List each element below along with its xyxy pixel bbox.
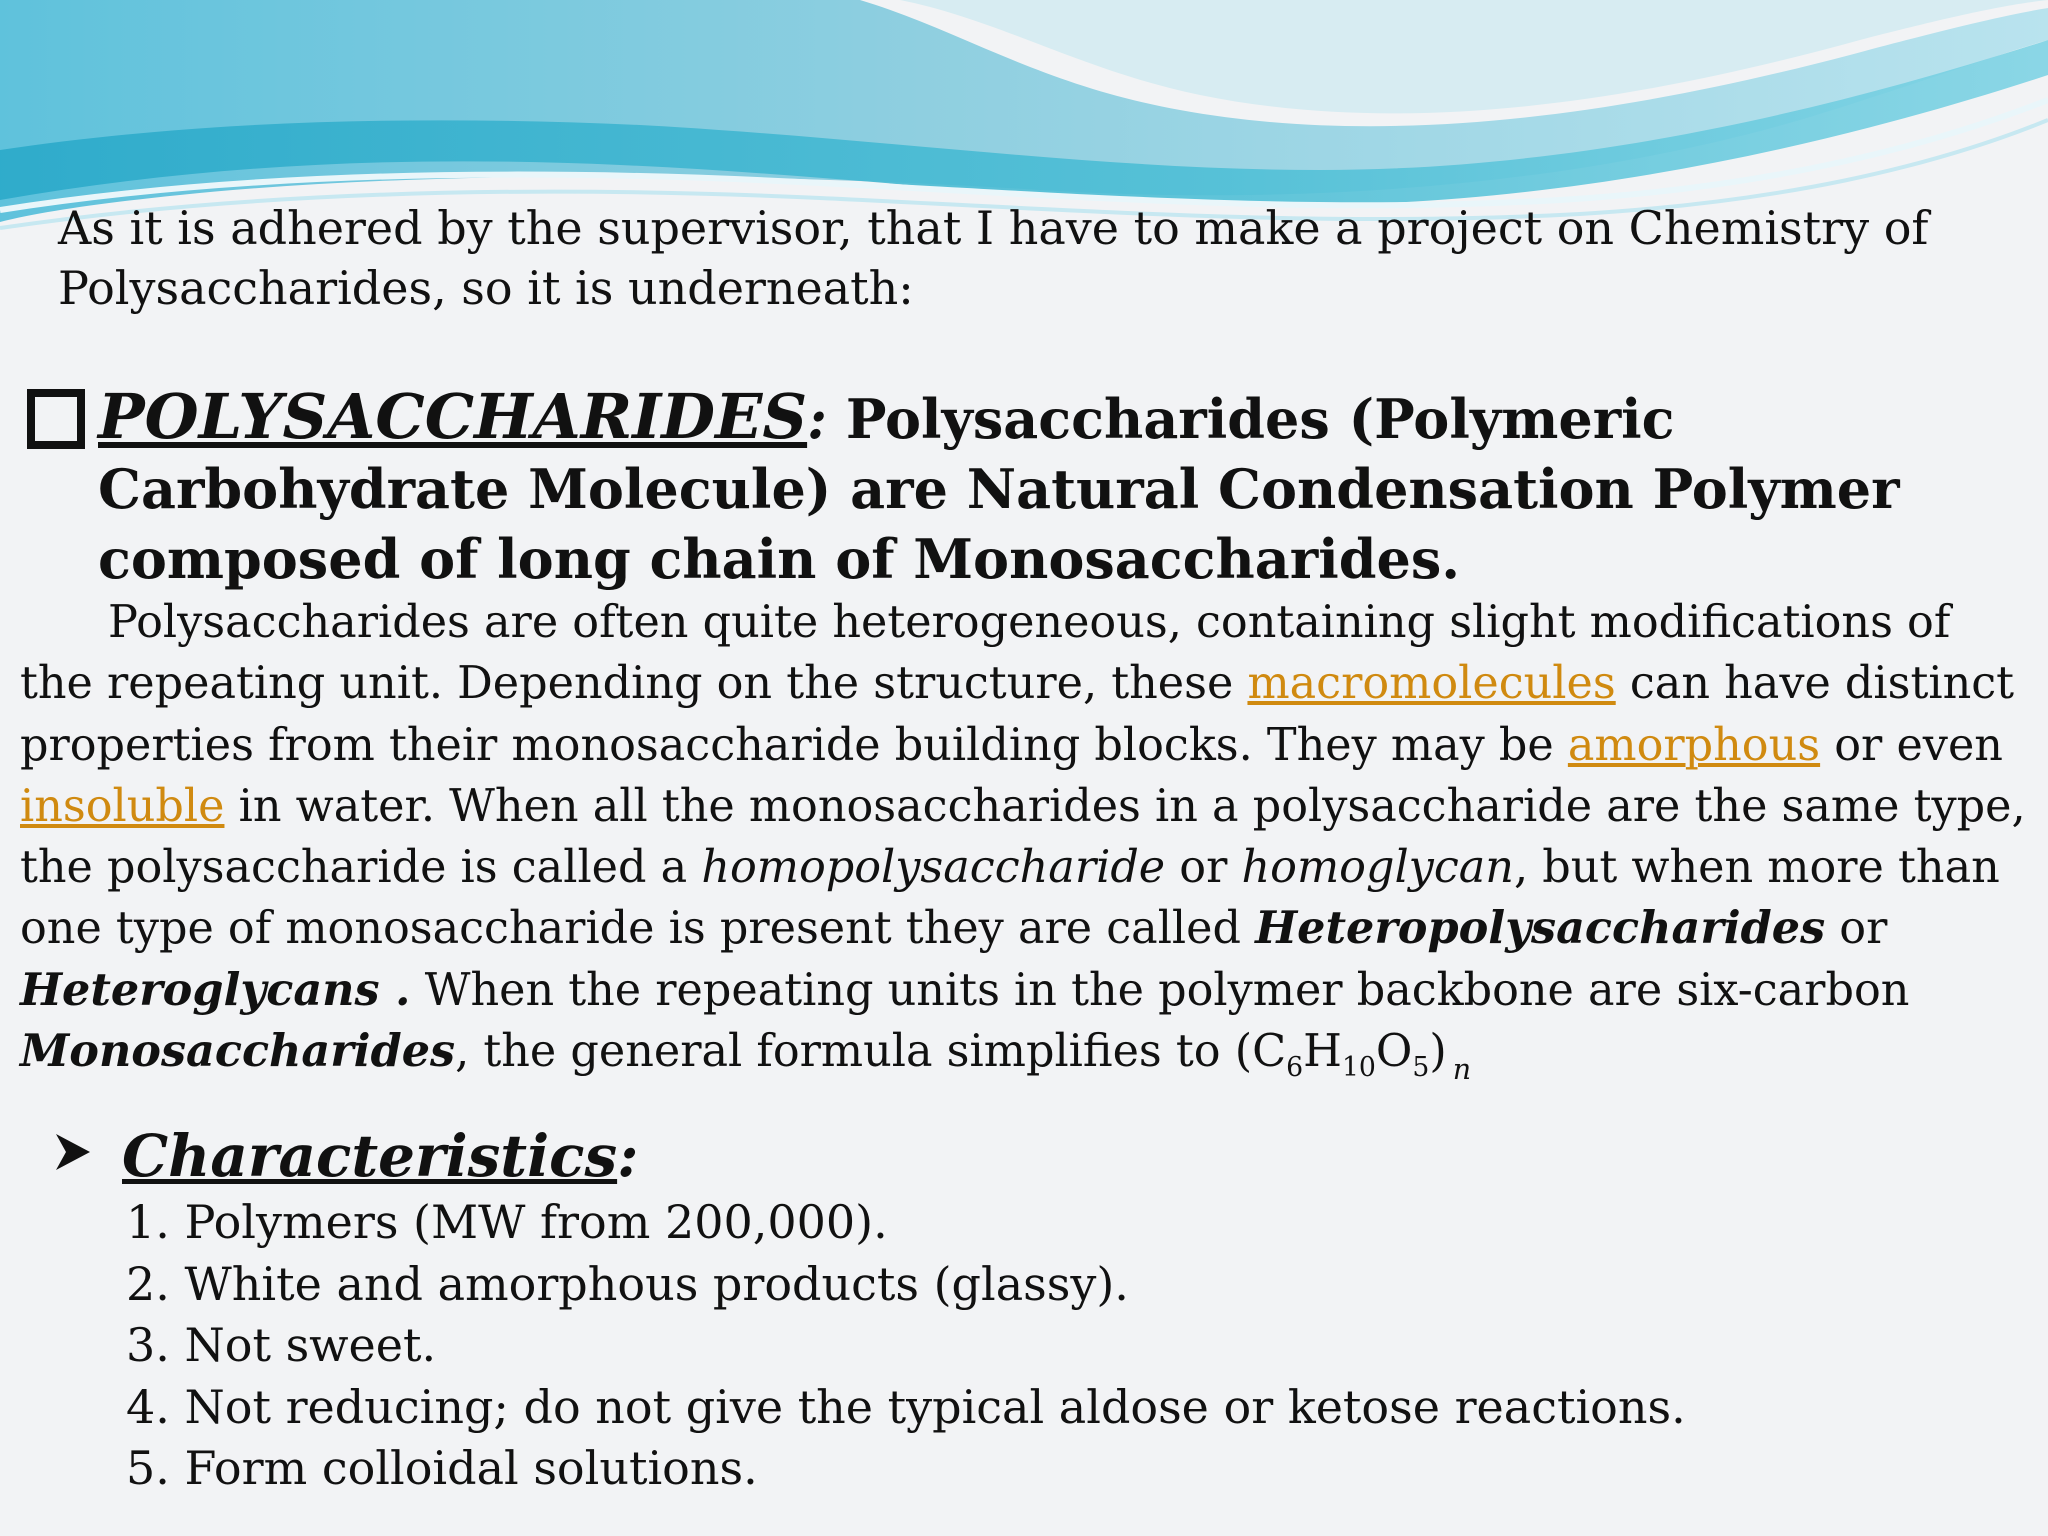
list-item: 5. Form colloidal solutions.	[126, 1441, 758, 1495]
characteristics-colon: :	[617, 1122, 639, 1190]
heading-keyword: POLYSACCHARIDES	[98, 380, 808, 453]
list-item: 3. Not sweet.	[126, 1318, 437, 1372]
heading-colon: :	[807, 387, 828, 451]
checkbox-bullet-icon	[26, 388, 88, 452]
characteristics-list	[126, 1192, 2006, 1500]
link-amorphous[interactable]: amorphous	[1567, 719, 1821, 771]
description-paragraph	[20, 592, 2035, 1086]
polysaccharides-heading	[20, 382, 2030, 594]
list-item: 2. White and amorphous products (glassy).	[126, 1256, 1129, 1311]
term-monosaccharides: Monosaccharides	[20, 1025, 456, 1078]
paragraph-text: When the repeating units in the polymer backbone are six-carbon	[410, 964, 1910, 1016]
term-heteroglycans: Heteroglycans .	[20, 963, 411, 1016]
heading-definition: Polysaccharides (Polymeric Carbohydrate Molecule) are Natural Condensation Polymer composed of long chain of Monosaccharides.	[98, 387, 1900, 591]
paragraph-text: or	[1825, 903, 1888, 955]
paragraph-text: can have distinct properties from their monosaccharide building blocks. They may be	[20, 658, 2015, 771]
term-homopolysaccharide: homopolysaccharide	[701, 842, 1166, 894]
intro-text: As it is adhered by the supervisor, that I have to make a project on Chemistry of Polysaccharides, so it is underneath:	[58, 201, 1929, 315]
link-insoluble[interactable]: insoluble	[20, 780, 225, 832]
paragraph-text: , but when more than one type of monosaccharide is present they are called	[20, 842, 2000, 955]
term-heteropolysaccharides: Heteropolysaccharides	[1255, 902, 1826, 955]
link-macromolecules[interactable]: macromolecules	[1247, 658, 1616, 710]
paragraph-text: , the general formula simplifies to	[455, 1026, 1235, 1078]
paragraph-text: Polysaccharides are often quite heterogeneous, containing slight modifications of the repeating unit. Depending on the structure, these	[20, 597, 1951, 710]
characteristics-title: Characteristics	[122, 1122, 618, 1190]
list-item: 1. Polymers (MW from 200,000).	[126, 1195, 888, 1249]
paragraph-text: or	[1165, 842, 1242, 894]
arrow-bullet-icon	[52, 1132, 92, 1172]
list-item: 4. Not reducing; do not give the typical aldose or ketose reactions.	[126, 1379, 1686, 1434]
term-homoglycan: homoglycan	[1241, 842, 1514, 894]
characteristics-heading	[52, 1118, 1252, 1194]
general-formula: $(C_6H_{10}O_5)$ $_n$	[1234, 1026, 1472, 1086]
paragraph-text: or even	[1820, 719, 2003, 771]
paragraph-text: in water. When all the monosaccharides in a polysaccharide are the same type, the polysaccharide is called a	[20, 780, 2026, 894]
